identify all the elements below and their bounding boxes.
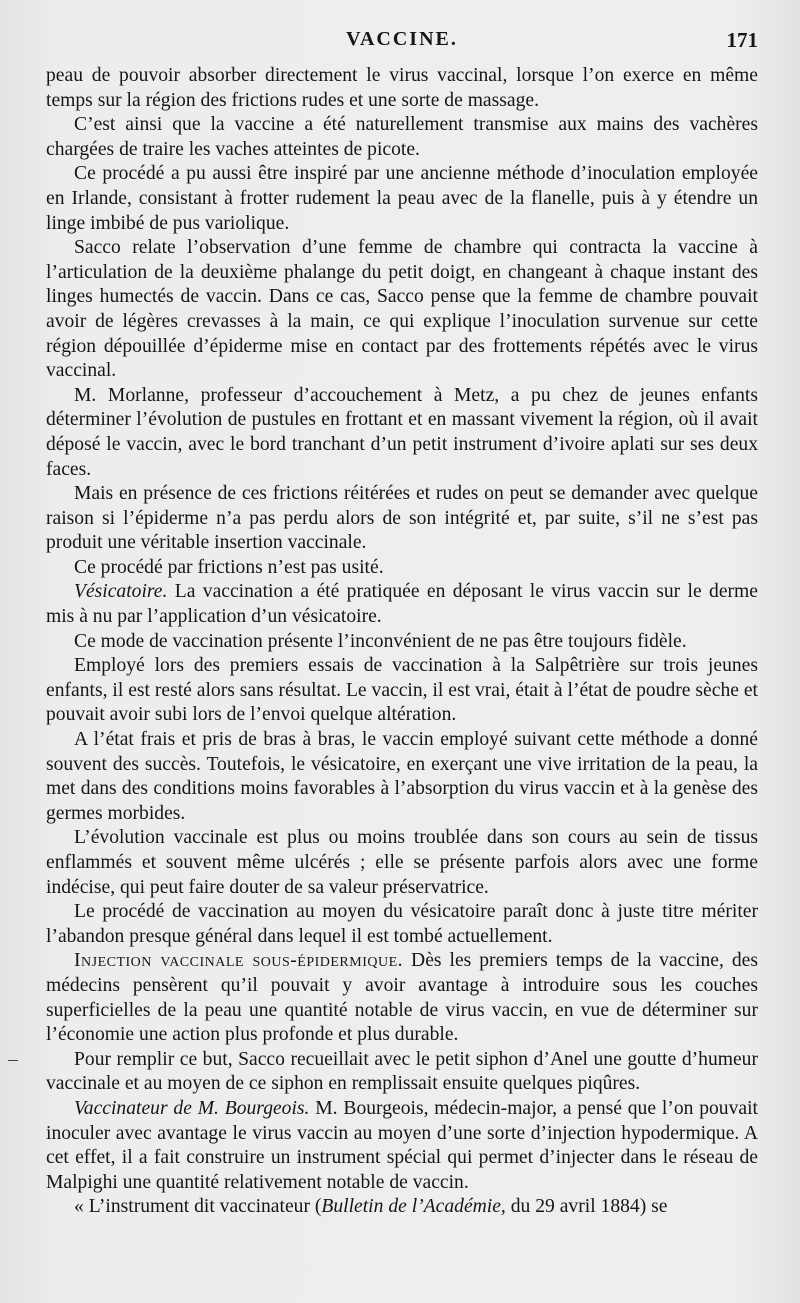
paragraph: Mais en présence de ces frictions réitérées et rudes on peut se demander avec quelque raison si l’épiderme n’a pas perdu alors de son intégrité et, par suite, s’il ne s’est pas produit une véritable insertion vaccinale. — [46, 483, 758, 554]
section-heading-vesicatoire: Vésicatoire. — [74, 581, 168, 603]
margin-mark — [8, 1060, 18, 1061]
paragraph: Le procédé de vaccination au moyen du vésicatoire paraît donc à juste titre mériter l’abandon presque général dans lequel il est tombé actuellement. — [46, 901, 758, 947]
paragraph: Injection vaccinale sous-épidermique. Dès les premiers temps de la vaccine, des médecins pensèrent qu’il pouvait y avoir avantage à introduire sous les couches superficielles de la peau une quantité notable de virus vaccin, en vue de déterminer sur l’économie une action plus profonde et plus durable. — [46, 950, 758, 1046]
paragraph: Sacco relate l’observation d’une femme de chambre qui contracta la vaccine à l’articulation de la deuxième phalange du petit doigt, en changeant à chaque instant des linges humectés de vaccin. Dans ce cas, Sacco pense que la femme de chambre pouvait avoir de légères crevasses à la main, ce qui explique l’inoculation survenue sur cette région dépouillée d’épiderme mise en contact par des frottements répétés avec le virus vaccinal. — [46, 237, 758, 382]
paragraph: A l’état frais et pris de bras à bras, le vaccin employé suivant cette méthode a donné souvent des succès. Toutefois, le vésicatoire, en exerçant une vive irritation de la peau, la met dans des conditions moins favorables à l’absorption du virus vaccin et à la genèse des germes morbides. — [46, 729, 758, 824]
page-body — [46, 64, 758, 1220]
section-heading-injection: Injection vaccinale sous-épidermique. — [74, 950, 404, 972]
paragraph: L’évolution vaccinale est plus ou moins troublée dans son cours au sein de tissus enflammés et souvent même ulcérés ; elle se présente parfois alors avec une forme indécise, qui peut faire douter de sa valeur préservatrice. — [46, 827, 758, 898]
paragraph: Vésicatoire. La vaccination a été pratiquée en déposant le virus vaccin sur le derme mis à nu par l’application d’un vésicatoire. — [46, 581, 758, 628]
running-title: VACCINE. — [346, 28, 458, 50]
paragraph: C’est ainsi que la vaccine a été naturellement transmise aux mains des vachères chargées de traire les vaches atteintes de picote. — [46, 114, 758, 160]
paragraph: Ce mode de vaccination présente l’inconvénient de ne pas être toujours fidèle. — [74, 630, 687, 652]
section-heading-vaccinateur: Vaccinateur de M. Bourgeois. — [74, 1097, 310, 1119]
page-number: 171 — [726, 28, 758, 52]
citation-title: Bulletin de l’Académie, — [321, 1196, 506, 1218]
paragraph: peau de pouvoir absorber directement le virus vaccinal, lorsque l’on exerce en même temps sur la région des frictions rudes et une sorte de massage. — [46, 65, 758, 111]
paragraph: Pour remplir ce but, Sacco recueillait avec le petit siphon d’Anel une goutte d’humeur vaccinale et au moyen de ce siphon en remplissait ensuite quelques piqûres. — [46, 1048, 758, 1095]
paragraph: Employé lors des premiers essais de vaccination à la Salpêtrière sur trois jeunes enfants, il est resté alors sans résultat. Le vaccin, il est vrai, était à l’état de poudre sèche et pouvait avoir subi lors de l’envoi quelque altération. — [46, 655, 758, 726]
paragraph: Ce procédé a pu aussi être inspiré par une ancienne méthode d’inoculation employée en Irlande, consistant à frotter rudement la peau avec de la flanelle, puis à y étendre un linge imbibé de pus variolique. — [46, 163, 758, 234]
paragraph: « L’instrument dit vaccinateur (Bulletin de l’Académie, du 29 avril 1884) se — [74, 1196, 668, 1218]
page-header — [46, 28, 758, 64]
paragraph: M. Morlanne, professeur d’accouchement à Metz, a pu chez de jeunes enfants déterminer l’évolution de pustules en frottant et en massant vivement la région, où il avait déposé le vaccin, avec le bord tranchant d’un petit instrument d’ivoire aplati sur ses deux faces. — [46, 384, 758, 480]
paragraph: Vaccinateur de M. Bourgeois. M. Bourgeois, médecin-major, a pensé que l’on pouvait inoculer avec avantage le virus vaccin au moyen d’une sorte d’injection hypodermique. A cet effet, il a fait construire un instrument spécial qui permet d’injecter dans le réseau de Malpighi une quantité relativement notable de vaccin. — [46, 1097, 758, 1193]
paragraph: Ce procédé par frictions n’est pas usité. — [74, 556, 384, 578]
